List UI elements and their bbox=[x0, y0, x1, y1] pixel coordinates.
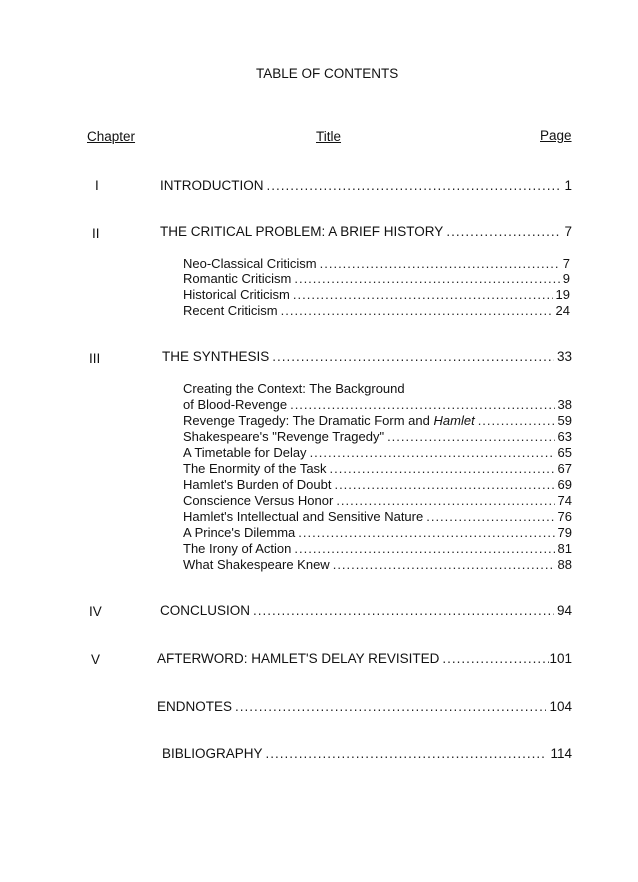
toc-subentry-title: A Prince's Dilemma bbox=[183, 525, 296, 540]
toc-subentry-title: Historical Criticism bbox=[183, 287, 290, 302]
toc-subentry-title: The Irony of Action bbox=[183, 541, 292, 556]
toc-subentry-page: 76 bbox=[557, 509, 572, 524]
toc-entry-page: 114 bbox=[550, 746, 572, 761]
toc-subentry-page: 67 bbox=[557, 461, 572, 476]
toc-entry-title: BIBLIOGRAPHY bbox=[162, 746, 263, 761]
chapter-number: I bbox=[95, 178, 99, 193]
chapter-number: III bbox=[89, 351, 101, 366]
toc-subentry-title: Hamlet's Intellectual and Sensitive Nature bbox=[183, 509, 424, 524]
toc-subentry-title: Revenge Tragedy: The Dramatic Form and Hamlet bbox=[183, 413, 475, 428]
dot-leader bbox=[387, 429, 554, 445]
toc-entry-page: 104 bbox=[549, 699, 572, 714]
toc-entry-page: 33 bbox=[556, 349, 572, 364]
toc-subentry[interactable] bbox=[183, 445, 572, 461]
toc-subentry-page: 69 bbox=[557, 477, 572, 492]
toc-entry-title: AFTERWORD: HAMLET'S DELAY REVISITED bbox=[157, 651, 440, 666]
toc-subentry-page: 88 bbox=[557, 557, 572, 572]
dot-leader bbox=[298, 525, 554, 541]
toc-subentry-page: 19 bbox=[555, 287, 570, 302]
toc-entry-title: CONCLUSION bbox=[160, 603, 251, 618]
toc-subentry-page: 79 bbox=[557, 525, 572, 540]
toc-subentry[interactable] bbox=[183, 493, 572, 509]
toc-entry-page: 1 bbox=[564, 178, 572, 193]
toc-entry-title: THE CRITICAL PROBLEM: A BRIEF HISTORY bbox=[160, 224, 444, 239]
toc-subentry-page: 59 bbox=[557, 413, 572, 428]
toc-subentry-title: of Blood-Revenge bbox=[183, 397, 288, 412]
toc-subentry-title: Neo-Classical Criticism bbox=[183, 256, 317, 271]
chapter-column-header: Chapter bbox=[87, 129, 136, 144]
toc-subentry[interactable] bbox=[183, 256, 570, 272]
toc-entry-critical-problem[interactable] bbox=[160, 224, 572, 240]
dot-leader bbox=[426, 509, 554, 525]
page-column-header: Page bbox=[540, 128, 572, 143]
toc-subentry-title: Recent Criticism bbox=[183, 303, 278, 318]
dot-leader bbox=[330, 461, 555, 477]
toc-subentry[interactable] bbox=[183, 557, 572, 573]
toc-entry-title: INTRODUCTION bbox=[160, 178, 264, 193]
toc-subentry[interactable] bbox=[183, 397, 572, 413]
toc-subentry[interactable] bbox=[183, 525, 572, 541]
toc-subentry-page: 24 bbox=[555, 303, 570, 318]
toc-subentry-title: The Enormity of the Task bbox=[183, 461, 327, 476]
dot-leader bbox=[294, 541, 554, 557]
toc-subentry[interactable] bbox=[183, 509, 572, 525]
toc-entry-conclusion[interactable] bbox=[160, 603, 572, 619]
toc-subentry-title: What Shakespeare Knew bbox=[183, 557, 330, 572]
dot-leader bbox=[320, 256, 560, 272]
toc-entry-synthesis[interactable] bbox=[162, 349, 572, 365]
dot-leader bbox=[253, 603, 554, 619]
toc-subentry-page: 9 bbox=[562, 271, 570, 286]
toc-subentry-title: A Timetable for Delay bbox=[183, 445, 307, 460]
chapter-number: II bbox=[92, 226, 100, 241]
dot-leader bbox=[267, 178, 562, 194]
toc-subentry[interactable] bbox=[183, 303, 570, 319]
chapter-number: IV bbox=[89, 604, 102, 619]
dot-leader bbox=[272, 349, 554, 365]
toc-entry-page: 101 bbox=[549, 651, 572, 666]
dot-leader bbox=[333, 557, 555, 573]
toc-subentry-title: Conscience Versus Honor bbox=[183, 493, 334, 508]
dot-leader bbox=[293, 287, 553, 303]
toc-subentry-title: Hamlet's Burden of Doubt bbox=[183, 477, 332, 492]
toc-subentry-title-line: Creating the Context: The Background bbox=[183, 381, 405, 396]
toc-subentry[interactable] bbox=[183, 429, 572, 445]
italic-title: Hamlet bbox=[433, 413, 475, 428]
dot-leader bbox=[266, 746, 548, 762]
toc-subentry-page: 38 bbox=[557, 397, 572, 412]
toc-subentry[interactable] bbox=[183, 477, 572, 493]
toc-entry-introduction[interactable] bbox=[160, 178, 572, 194]
toc-subentry-title: Romantic Criticism bbox=[183, 271, 292, 286]
toc-subentry[interactable] bbox=[183, 461, 572, 477]
toc-subentry-page: 63 bbox=[557, 429, 572, 444]
toc-subentry-page: 7 bbox=[562, 256, 570, 271]
toc-subentry[interactable] bbox=[183, 287, 570, 303]
toc-entry-afterword[interactable] bbox=[157, 651, 572, 667]
dot-leader bbox=[446, 224, 561, 240]
toc-subentry[interactable] bbox=[183, 271, 570, 287]
toc-entry-endnotes[interactable] bbox=[157, 699, 572, 715]
toc-entry-page: 7 bbox=[564, 224, 572, 239]
title-column-header: Title bbox=[316, 129, 342, 144]
dot-leader bbox=[235, 699, 546, 715]
chapter-number: V bbox=[91, 652, 101, 667]
dot-leader bbox=[442, 651, 549, 667]
toc-subentry-title: Shakespeare's "Revenge Tragedy" bbox=[183, 429, 385, 444]
dot-leader bbox=[294, 271, 559, 287]
dot-leader bbox=[310, 445, 555, 461]
toc-subentry-page: 65 bbox=[557, 445, 572, 460]
page-title: TABLE OF CONTENTS bbox=[256, 66, 399, 81]
dot-leader bbox=[334, 477, 554, 493]
dot-leader bbox=[478, 413, 555, 429]
toc-entry-title: THE SYNTHESIS bbox=[162, 349, 270, 364]
dot-leader bbox=[336, 493, 554, 509]
toc-subentry[interactable] bbox=[183, 413, 572, 429]
toc-subentry-page: 74 bbox=[557, 493, 572, 508]
toc-subentry-page: 81 bbox=[557, 541, 572, 556]
dot-leader bbox=[290, 397, 554, 413]
toc-subentry[interactable] bbox=[183, 541, 572, 557]
toc-entry-bibliography[interactable] bbox=[162, 746, 572, 762]
toc-entry-title: ENDNOTES bbox=[157, 699, 233, 714]
dot-leader bbox=[281, 303, 553, 319]
toc-entry-page: 94 bbox=[556, 603, 572, 618]
